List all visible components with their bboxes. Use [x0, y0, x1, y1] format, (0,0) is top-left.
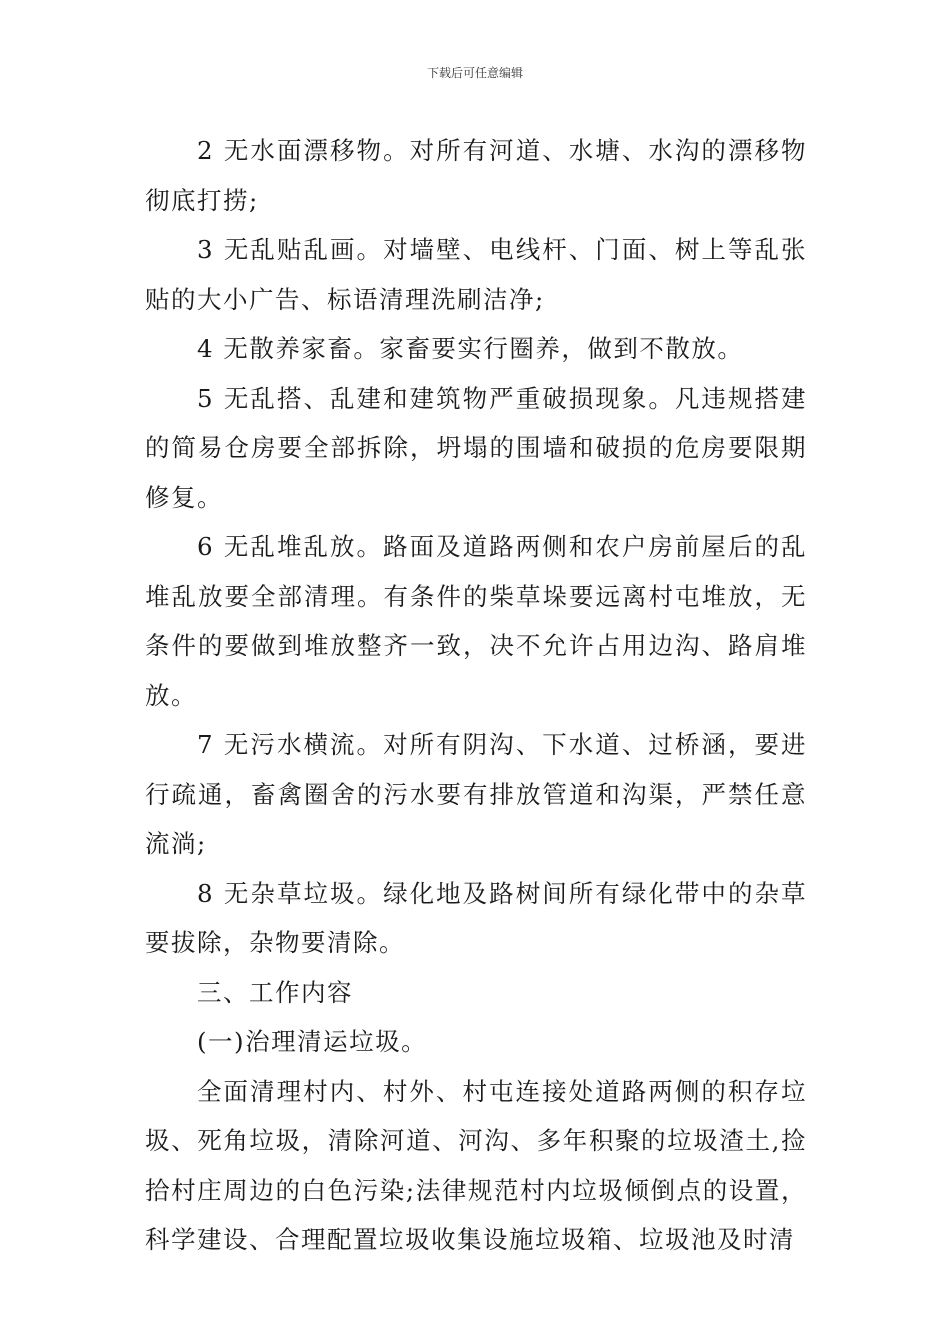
document-body [145, 126, 807, 1265]
paragraph-item-2: 2 无水面漂移物。对所有河道、水塘、水沟的漂移物彻底打捞; [145, 136, 807, 215]
subsection-heading: (一)治理清运垃圾。 [197, 1027, 428, 1056]
paragraph-item-4: 4 无散养家畜。家畜要实行圈养，做到不散放。 [197, 334, 744, 363]
paragraph-item-7: 7 无污水横流。对所有阴沟、下水道、过桥涵，要进行疏通，畜禽圈舍的污水要有排放管道和沟渠，严禁任意流淌; [145, 730, 807, 858]
paragraph-item-5: 5 无乱搭、乱建和建筑物严重破损现象。凡违规搭建的简易仓房要全部拆除，坍塌的围墙和破损的危房要限期修复。 [145, 383, 807, 512]
body-paragraph: 全面清理村内、村外、村屯连接处道路两侧的积存垃圾、死角垃圾，清除河道、河沟、多年积聚的垃圾渣土,捡拾村庄周边的白色污染;法律规范村内垃圾倾倒点的设置，科学建设、合理配置垃圾收集设施垃圾箱、垃圾池及时清 [145, 1076, 807, 1254]
paragraph-item-8: 8 无杂草垃圾。绿化地及路树间所有绿化带中的杂草要拔除，杂物要清除。 [145, 878, 807, 957]
paragraph-item-3: 3 无乱贴乱画。对墙壁、电线杆、门面、树上等乱张贴的大小广告、标语清理洗刷洁净; [145, 235, 807, 314]
page-header: 下载后可任意编辑 [426, 66, 523, 80]
section-heading: 三、工作内容 [197, 977, 353, 1007]
paragraph-item-6: 6 无乱堆乱放。路面及道路两侧和农户房前屋后的乱堆乱放要全部清理。有条件的柴草垛要远离村屯堆放，无条件的要做到堆放整齐一致，决不允许占用边沟、路肩堆放。 [145, 532, 807, 710]
